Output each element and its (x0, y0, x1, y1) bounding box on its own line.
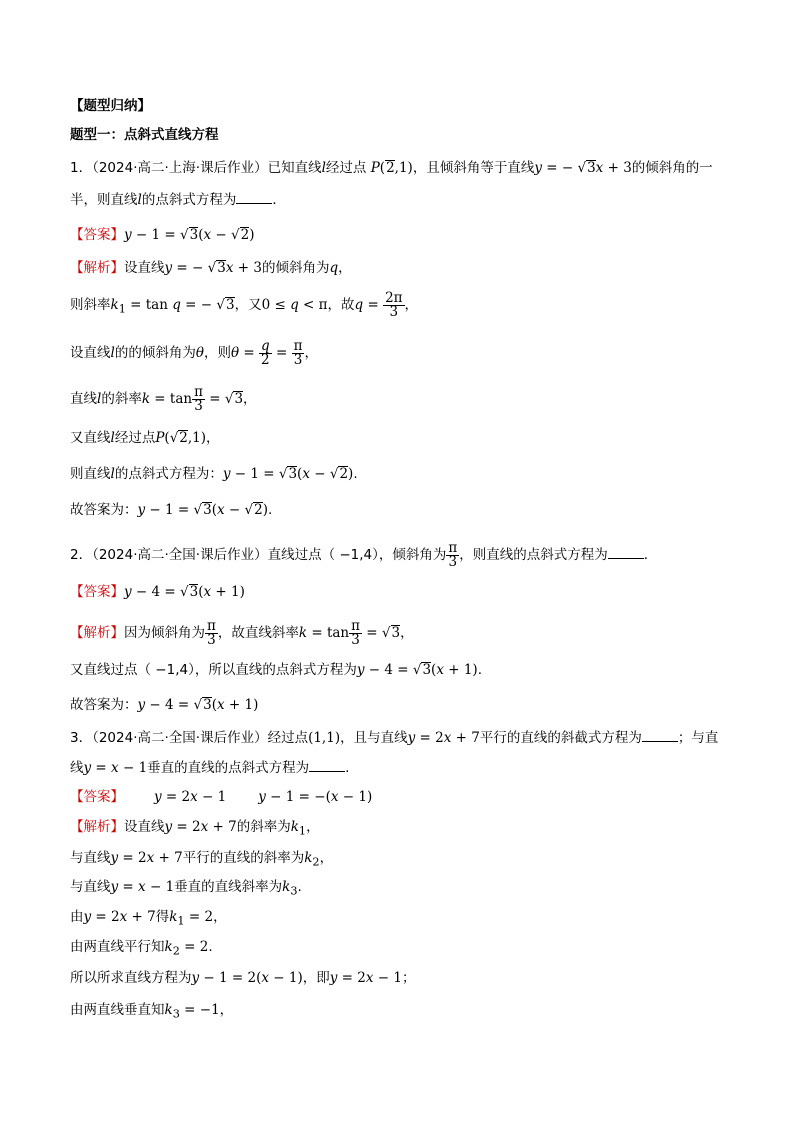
q1-step2: 则斜率$k_1 = \tan q$ = − √3，又0 ≤ q < π，故q = $\frac{2\pi}{3}$ ， (70, 290, 419, 320)
q3-answer: 【答案】 y = 2x − 1 y − 1 = −(x − 1) (70, 789, 373, 805)
q2-answer: 【答案】y − 4 = √3(x + 1) (70, 584, 245, 600)
q2-step1: 【解析】因为倾斜角为 $\frac{\pi}{3}$ ，故直线斜率k = tan $\frac{\pi}{3}$ = √3， (70, 618, 414, 648)
q3-step5: 由两直线平行知$k_2 = 2$. (70, 939, 213, 958)
q3-step7: 由两直线垂直知$k_3 = -1$， (70, 1002, 234, 1021)
answer-blank (309, 771, 345, 772)
section-title: 题型一：点斜式直线方程 (70, 127, 219, 143)
q3-step4: 由y = 2x + 7得$k_1 = 2$， (70, 909, 227, 928)
q1-answer: 【答案】y − 1 = √3(x − √2) (70, 227, 255, 243)
answer-blank (608, 558, 644, 559)
q3-step1: 【解析】设直线y = 2x + 7的斜率为$k_1$， (70, 819, 320, 838)
q3-line1: 3．（2024·高二·全国·课后作业）经过点(1,1)，且与直线y = 2x + 7平行的直线的斜截式方程为 ；与直 (70, 730, 719, 746)
q3-step6: 所以所求直线方程为y − 1 = 2(x − 1)，即y = 2x − 1； (70, 970, 416, 986)
q1-step4: 直线l的斜率k = tan $\frac{\pi}{3}$ = √3， (70, 384, 257, 414)
q2-step3: 故答案为：y − 4 = √3(x + 1) (70, 697, 259, 713)
q3-step2: 与直线y = 2x + 7平行的直线的斜率为$k_2$， (70, 850, 334, 869)
answer-blank (236, 203, 272, 204)
q3-line2: 线y = x − 1垂直的直线的点斜式方程为 . (70, 760, 350, 776)
header: 【题型归纳】 (70, 98, 151, 114)
q1-step3: 设直线l的的倾斜角为θ，则θ = $\frac{q}{2}$ = $\frac{\pi}{3}$ ， (70, 338, 318, 368)
q2-line1: 2．（2024·高二·全国·课后作业）直线过点（ −1,4），倾斜角为 $\frac{\pi}{3}$ ，则直线的点斜式方程为 ． (70, 540, 658, 570)
q2-step2: 又直线过点（ −1,4），所以直线的点斜式方程为y − 4 = √3(x + 1). (70, 662, 482, 678)
q1-step1: 【解析】设直线y = − √3x + 3的倾斜角为q， (70, 260, 352, 276)
q1-step5: 又直线l经过点P(√2,1)， (70, 430, 220, 446)
q1-line2: 半，则直线l的点斜式方程为 ． (70, 192, 286, 208)
q1-step6: 则直线l的点斜式方程为：y − 1 = √3(x − √2). (70, 466, 358, 482)
q1-line1: 1．（2024·高二·上海·课后作业）已知直线l经过点 P(2,1)，且倾斜角等于直线y = − √3x + 3的倾斜角的一 (70, 160, 713, 176)
q1-step7: 故答案为：y − 1 = √3(x − √2). (70, 502, 273, 518)
q3-step3: 与直线y = x − 1垂直的直线斜率为$k_3$. (70, 879, 302, 898)
answer-blank (642, 741, 678, 742)
